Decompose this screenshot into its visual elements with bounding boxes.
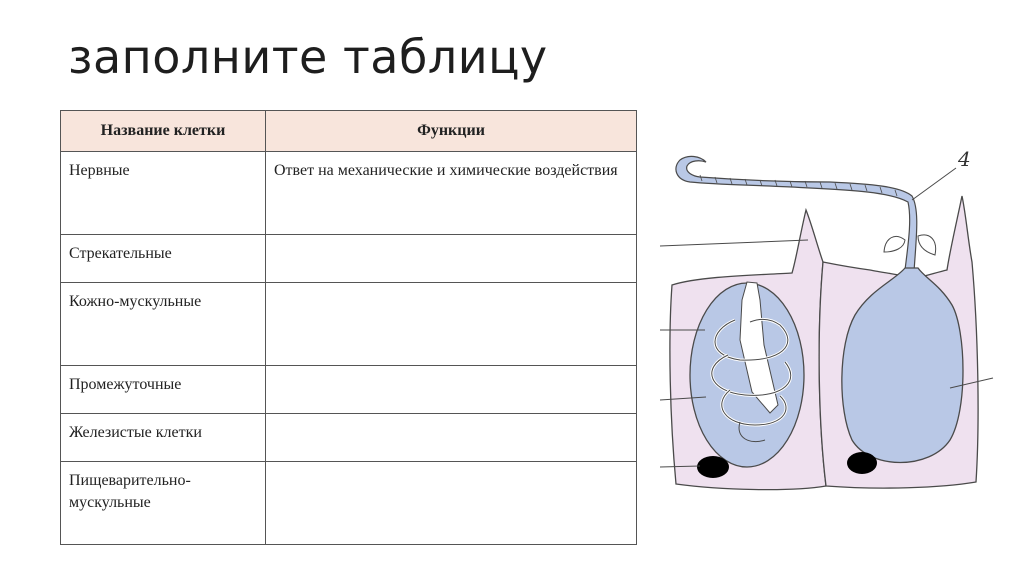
cell-name: Нервные [61,152,266,235]
table-row [61,235,637,283]
table-row [61,462,637,545]
cell-function[interactable] [266,283,637,366]
cell-function[interactable] [266,462,637,545]
table-row [61,366,637,414]
cell-functions-table [60,110,637,545]
cell-name: Пищеварительно-мускульные [61,462,266,545]
column-header-functions: Функции [266,111,637,152]
cell-function[interactable] [266,414,637,462]
nucleus-right [847,452,877,474]
table-row [61,152,637,235]
cnidocyte-diagram [650,145,1000,505]
cell-name: Промежуточные [61,366,266,414]
cell-name: Стрекательные [61,235,266,283]
table-row [61,414,637,462]
table-header-row [61,111,637,152]
column-header-name: Название клетки [61,111,266,152]
cell-name: Кожно-мускульные [61,283,266,366]
slide-title: заполните таблицу [68,30,548,84]
table-row [61,283,637,366]
leaf-right [918,235,936,255]
nucleus-left [697,456,729,478]
diagram-label-4: 4 [958,147,971,171]
cell-function[interactable] [266,235,637,283]
cell-name: Железистые клетки [61,414,266,462]
cell-function[interactable]: Ответ на механические и химические воздействия [266,152,637,235]
leaf-left [884,236,905,252]
cell-function[interactable] [266,366,637,414]
